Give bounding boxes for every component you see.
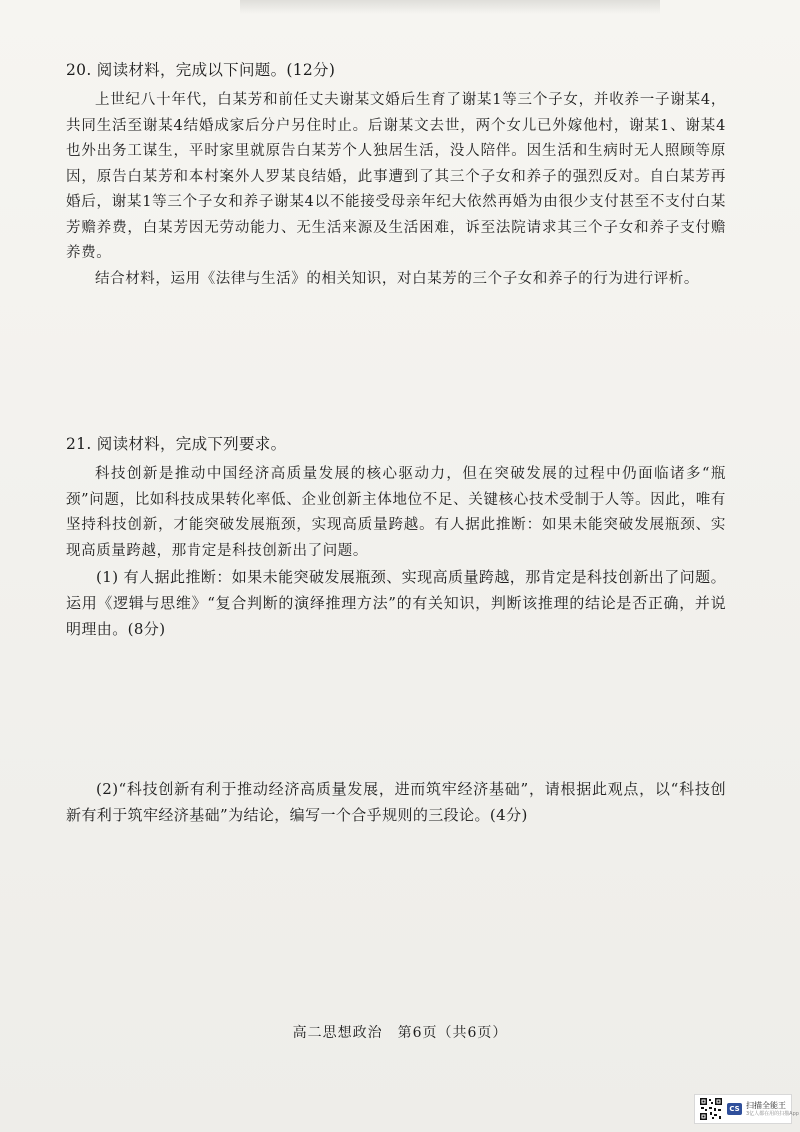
scanner-watermark <box>694 1094 799 1124</box>
cs-logo-icon: CS <box>727 1103 742 1115</box>
scan-shadow <box>240 0 660 14</box>
scanner-watermark-text <box>746 1102 799 1117</box>
page-footer: 高二思想政治 第6页（共6页） <box>292 1025 508 1041</box>
question-21-sub1: (1) 有人据此推断：如果未能突破发展瓶颈、实现高质量跨越，那肯定是科技创新出了问题。运用《逻辑与思维》“复合判断的演绎推理方法”的有关知识，判断该推理的结论是否正确，并说明理由。(8分) <box>66 568 726 638</box>
question-20-title: 20. 阅读材料，完成以下问题。(12分) <box>66 61 336 79</box>
question-21-title: 21. 阅读材料，完成下列要求。 <box>66 435 287 453</box>
question-20-prompt: 结合材料，运用《法律与生活》的相关知识，对白某芳的三个子女和养子的行为进行评析。 <box>95 270 699 287</box>
question-20-material: 上世纪八十年代，白某芳和前任丈夫谢某文婚后生育了谢某1等三个子女，并收养一子谢某4，共同生活至谢某4结婚成家后分户另住时止。后谢某文去世，两个女儿已外嫁他村，谢某1、谢某4也外出务工谋生，平时家里就原告白某芳个人独居生活，没人陪伴。因生活和生病时无人照顾等原因，原告白某芳和本村案外人罗某良结婚，此事遭到了其三个子女和养子的强烈反对。自白某芳再婚后，谢某1等三个子女和养子谢某4以不能接受母亲年纪大依然再婚为由很少支付甚至不支付白某芳赡养费，白某芳因无劳动能力、无生活来源及生活困难，诉至法院请求其三个子女和养子支付赡养费。 <box>66 92 726 261</box>
question-21-part2 <box>66 776 726 828</box>
scanner-app-slogan: 3亿人都在用的扫描App <box>746 1110 799 1117</box>
question-21 <box>66 432 726 642</box>
scanner-app-name: 扫描全能王 <box>746 1100 786 1110</box>
question-21-material: 科技创新是推动中国经济高质量发展的核心驱动力，但在突破发展的过程中仍面临诸多“瓶颈”问题，比如科技成果转化率低、企业创新主体地位不足、关键核心技术受制于人等。因此，唯有坚持科技创新，才能突破发展瓶颈，实现高质量跨越。有人据此推断：如果未能突破发展瓶颈、实现高质量跨越，那肯定是科技创新出了问题。 <box>66 466 726 559</box>
question-21-sub2: (2)“科技创新有利于推动经济高质量发展，进而筑牢经济基础”，请根据此观点，以“科技创新有利于筑牢经济基础”为结论，编写一个合乎规则的三段论。(4分) <box>66 780 726 824</box>
qr-code-icon <box>699 1097 723 1121</box>
question-20 <box>66 58 726 292</box>
